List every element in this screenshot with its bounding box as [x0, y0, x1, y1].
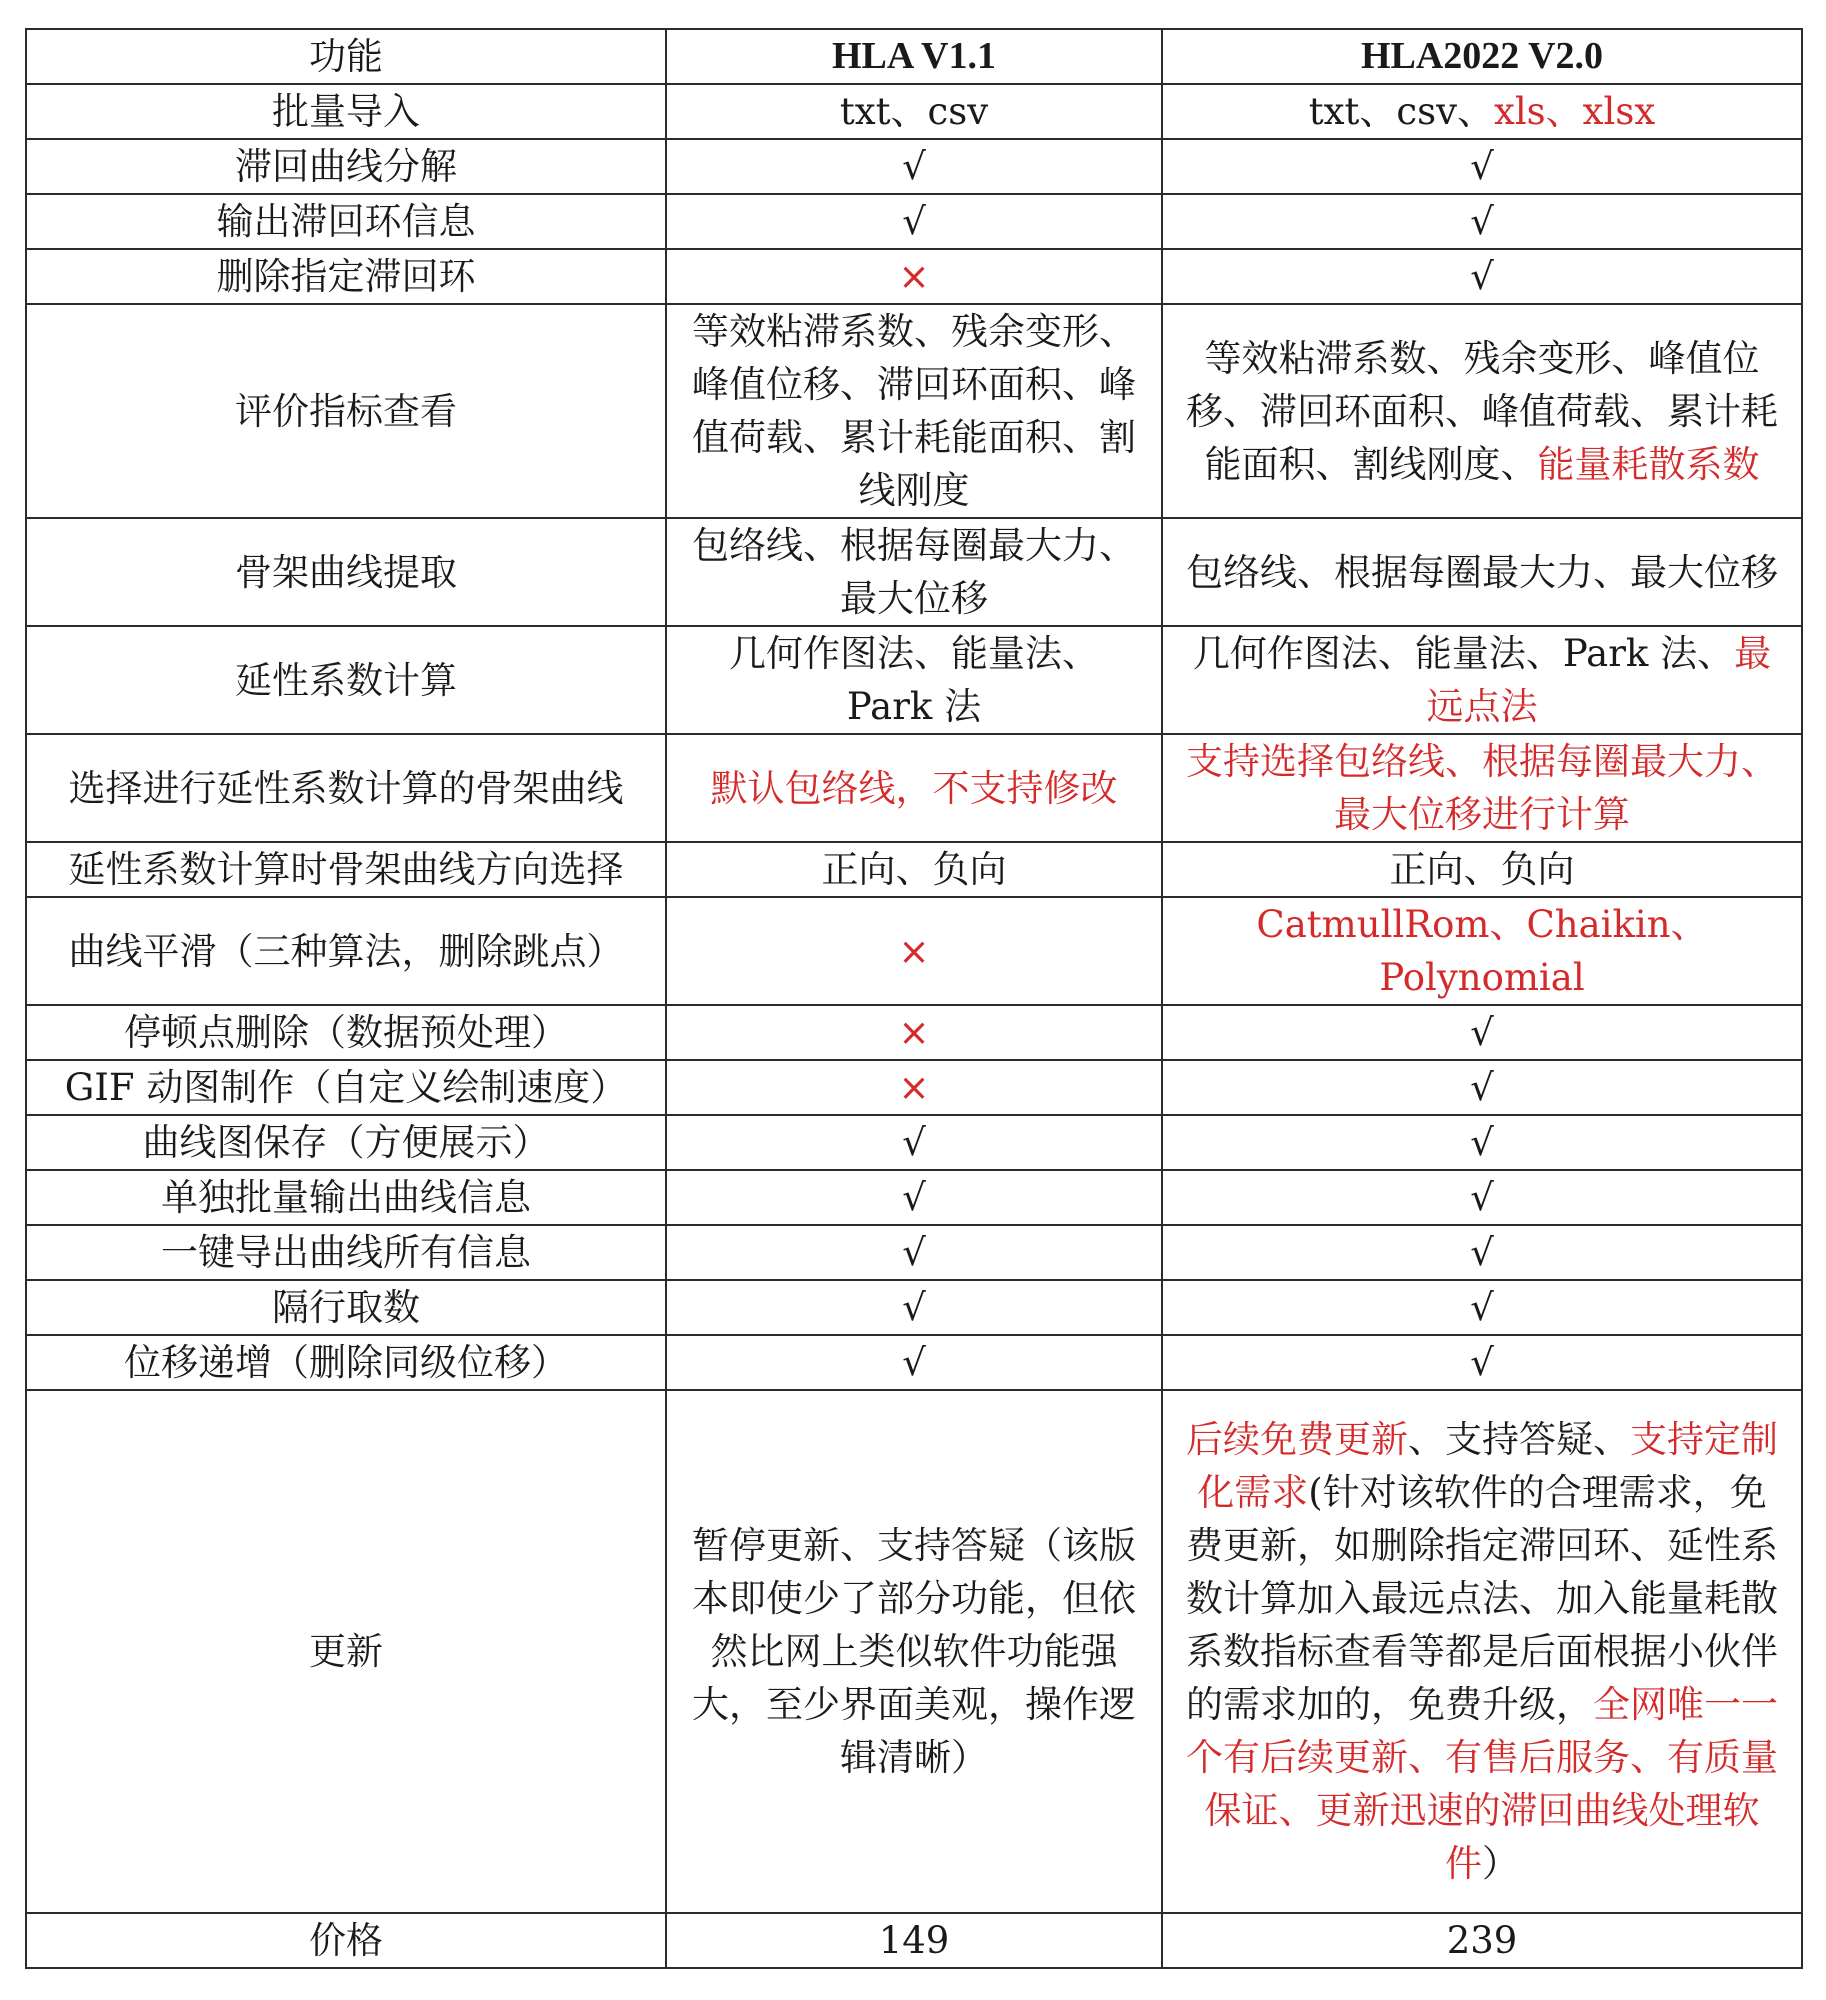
feature-cell: 删除指定滞回环 [26, 249, 666, 304]
v2-cell [1162, 1115, 1802, 1170]
cell-text: √ [902, 200, 926, 243]
v2-cell [1162, 1913, 1802, 1968]
v2-cell [1162, 1225, 1802, 1280]
highlight-text: CatmullRom、Chaikin、Polynomial [1256, 903, 1708, 999]
header-v1: HLA V1.1 [666, 29, 1162, 84]
feature-cell: 隔行取数 [26, 1280, 666, 1335]
cell-text: √ [902, 1341, 926, 1384]
v1-cell [666, 1115, 1162, 1170]
table-row [26, 304, 1802, 518]
table-row [26, 897, 1802, 1005]
v1-cell [666, 518, 1162, 626]
v1-cell [666, 1335, 1162, 1390]
cell-text: √ [1470, 1286, 1494, 1329]
cell-text: √ [1470, 255, 1494, 298]
cell-text: √ [1470, 1231, 1494, 1274]
cell-text: txt、csv、 [1308, 90, 1494, 133]
header-v2: HLA2022 V2.0 [1162, 29, 1802, 84]
feature-cell: 延性系数计算 [26, 626, 666, 734]
cell-text: √ [1470, 145, 1494, 188]
feature-cell: 选择进行延性系数计算的骨架曲线 [26, 734, 666, 842]
v2-cell [1162, 1335, 1802, 1390]
cell-text: 暂停更新、支持答疑（该版本即使少了部分功能，但依然比网上类似软件功能强大，至少界面美观，操作逻辑清晰） [692, 1524, 1136, 1779]
cell-text: √ [1470, 1176, 1494, 1219]
feature-cell: 骨架曲线提取 [26, 518, 666, 626]
cell-text: txt、csv [839, 90, 989, 133]
v2-cell [1162, 249, 1802, 304]
v1-cell [666, 897, 1162, 1005]
feature-cell: 更新 [26, 1390, 666, 1913]
feature-cell: 价格 [26, 1913, 666, 1968]
cell-text: √ [1470, 200, 1494, 243]
table-row [26, 842, 1802, 897]
cell-text: √ [1470, 1121, 1494, 1164]
cell-text: √ [902, 1176, 926, 1219]
table-row [26, 734, 1802, 842]
cell-text: 149 [878, 1919, 950, 1962]
table-row [26, 1115, 1802, 1170]
highlight-text: × [898, 1011, 930, 1054]
highlight-text: 能量耗散系数 [1537, 442, 1760, 486]
feature-cell: GIF 动图制作（自定义绘制速度） [26, 1060, 666, 1115]
feature-cell: 评价指标查看 [26, 304, 666, 518]
header-row [26, 29, 1802, 84]
cell-text: √ [902, 1231, 926, 1274]
v1-cell [666, 194, 1162, 249]
highlight-text: 后续免费更新 [1186, 1418, 1408, 1461]
cell-text: 等效粘滞系数、残余变形、峰值位移、滞回环面积、峰值荷载、累计耗能面积、割线刚度、 [1186, 336, 1778, 486]
v2-cell [1162, 626, 1802, 734]
highlight-text: xls、xlsx [1493, 90, 1656, 133]
header-feature: 功能 [26, 29, 666, 84]
v1-cell [666, 1225, 1162, 1280]
feature-cell: 停顿点删除（数据预处理） [26, 1005, 666, 1060]
table-row [26, 1913, 1802, 1968]
table-row [26, 1225, 1802, 1280]
highlight-text: 最远点法 [1426, 632, 1772, 728]
v1-cell [666, 734, 1162, 842]
cell-text: √ [902, 145, 926, 188]
highlight-text: 默认包络线，不支持修改 [710, 766, 1118, 810]
v2-cell [1162, 1005, 1802, 1060]
cell-text: √ [902, 1121, 926, 1164]
highlight-text: 支持选择包络线、根据每圈最大力、最大位移进行计算 [1186, 740, 1778, 836]
table-row [26, 1280, 1802, 1335]
feature-cell: 一键导出曲线所有信息 [26, 1225, 666, 1280]
v2-cell [1162, 1390, 1802, 1913]
v1-cell [666, 1060, 1162, 1115]
v2-cell [1162, 84, 1802, 139]
highlight-text: 支持定制化需求 [1197, 1418, 1778, 1514]
v2-cell [1162, 1060, 1802, 1115]
v1-cell [666, 1390, 1162, 1913]
table-row [26, 626, 1802, 734]
v1-cell [666, 139, 1162, 194]
v2-cell [1162, 734, 1802, 842]
table-row [26, 1005, 1802, 1060]
feature-cell: 批量导入 [26, 84, 666, 139]
v1-cell [666, 1913, 1162, 1968]
cell-text: √ [1470, 1011, 1494, 1054]
v1-cell [666, 304, 1162, 518]
cell-text: ） [1482, 1842, 1519, 1885]
cell-text: 正向、负向 [821, 848, 1007, 891]
highlight-text: × [898, 1066, 930, 1109]
highlight-text: 全网唯一一个有后续更新、有售后服务、有质量保证、更新迅速的滞回曲线处理软件 [1186, 1683, 1778, 1885]
v1-cell [666, 249, 1162, 304]
feature-cell: 输出滞回环信息 [26, 194, 666, 249]
table-row [26, 139, 1802, 194]
table-row [26, 1335, 1802, 1390]
v2-cell [1162, 842, 1802, 897]
v2-cell [1162, 1170, 1802, 1225]
cell-text: 等效粘滞系数、残余变形、峰值位移、滞回环面积、峰值荷载、累计耗能面积、割线刚度 [692, 310, 1136, 512]
cell-text: √ [1470, 1066, 1494, 1109]
highlight-text: × [898, 255, 930, 298]
cell-text: 、支持答疑、 [1408, 1418, 1630, 1461]
feature-cell: 曲线平滑（三种算法，删除跳点） [26, 897, 666, 1005]
cell-text: 几何作图法、能量法、Park 法 [729, 632, 1099, 728]
v2-cell [1162, 897, 1802, 1005]
table-row [26, 1060, 1802, 1115]
table-row [26, 194, 1802, 249]
cell-text: √ [1470, 1341, 1494, 1384]
v1-cell [666, 1005, 1162, 1060]
v1-cell [666, 1280, 1162, 1335]
cell-text: 239 [1446, 1919, 1518, 1962]
feature-cell: 单独批量输出曲线信息 [26, 1170, 666, 1225]
feature-cell: 曲线图保存（方便展示） [26, 1115, 666, 1170]
table-row [26, 518, 1802, 626]
v1-cell [666, 626, 1162, 734]
table-row [26, 84, 1802, 139]
v2-cell [1162, 139, 1802, 194]
v2-cell [1162, 304, 1802, 518]
cell-text: 正向、负向 [1389, 848, 1575, 891]
v1-cell [666, 1170, 1162, 1225]
table-row [26, 249, 1802, 304]
comparison-table [25, 28, 1803, 1969]
highlight-text: × [898, 929, 930, 973]
v1-cell [666, 84, 1162, 139]
feature-cell: 位移递增（删除同级位移） [26, 1335, 666, 1390]
cell-text: 包络线、根据每圈最大力、最大位移 [692, 524, 1136, 620]
cell-text: √ [902, 1286, 926, 1329]
v2-cell [1162, 1280, 1802, 1335]
v2-cell [1162, 518, 1802, 626]
feature-cell: 延性系数计算时骨架曲线方向选择 [26, 842, 666, 897]
cell-text: 包络线、根据每圈最大力、最大位移 [1186, 550, 1778, 594]
v1-cell [666, 842, 1162, 897]
feature-cell: 滞回曲线分解 [26, 139, 666, 194]
table-row [26, 1390, 1802, 1913]
table-row [26, 1170, 1802, 1225]
cell-text: (针对该软件的合理需求，免费更新，如删除指定滞回环、延性系数计算加入最远点法、加入能量耗散系数指标查看等都是后面根据小伙伴的需求加的，免费升级， [1186, 1471, 1778, 1726]
cell-text: 几何作图法、能量法、Park 法、 [1192, 632, 1735, 675]
v2-cell [1162, 194, 1802, 249]
